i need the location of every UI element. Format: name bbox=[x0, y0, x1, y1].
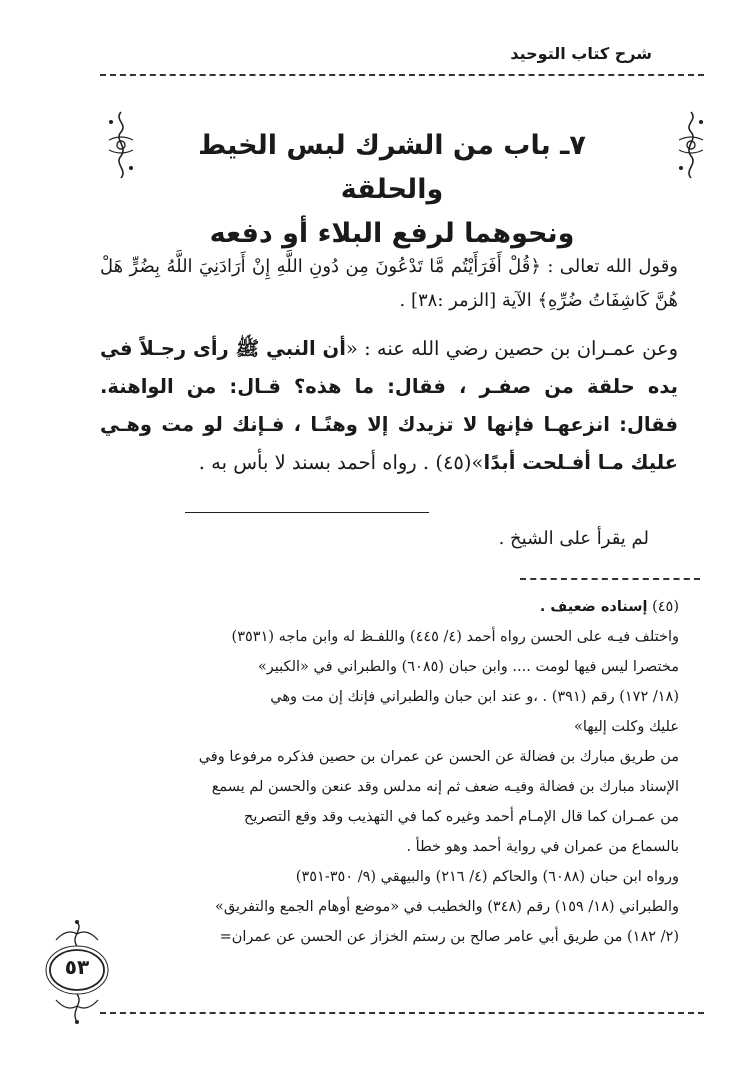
left-ornament-icon bbox=[104, 110, 138, 180]
footnote-heading bbox=[104, 592, 679, 622]
footnote-line: واختلف فيـه على الحسن رواه أحمد (٤/ ٤٤٥) واللفـظ له وابن ماجه (٣٥٣١) bbox=[231, 629, 679, 645]
page-number: ٥٣ bbox=[64, 955, 90, 979]
running-header: شرح كتاب التوحيد bbox=[510, 44, 652, 63]
footnote-line: من طريق مبارك بن فضالة عن الحسن عن عمران بن حصين فذكره مرفوعا وفي bbox=[198, 749, 679, 765]
right-ornament-icon bbox=[674, 110, 708, 180]
note-separator bbox=[185, 512, 429, 513]
footnotes-section bbox=[104, 592, 679, 952]
footnote-grade: إسناده ضعيف . bbox=[539, 599, 648, 615]
chapter-title-line1: ٧ـ باب من الشرك لبس الخيط والحلقة bbox=[198, 130, 586, 205]
footnote-line: والطبراني (١٨/ ١٥٩) رقم (٣٤٨) والخطيب في «موضع أوهام الجمع والتفريق» bbox=[214, 899, 679, 915]
footnote-line: الإسناد مبارك بن فضالة وفيـه ضعف ثم إنه مدلس وقد عنعن والحسن لم يسمع bbox=[211, 779, 679, 795]
footer-divider bbox=[100, 1012, 704, 1014]
footnote-ref: »(٤٥) bbox=[435, 451, 484, 474]
footnote-line: ورواه ابن حبان (٦٠٨٨) والحاكم (٤/ ٢١٦) والبيهقي (٩/ ٣٥٠-٣٥١) bbox=[295, 869, 679, 885]
hadith-source: . رواه أحمد بسند لا بأس به . bbox=[198, 451, 430, 474]
footnote-line: (٢/ ١٨٢) من طريق أبي عامر صالح بن رستم الخزاز عن الحسن عن عمران= bbox=[219, 929, 679, 945]
reading-note: لم يقرأ على الشيخ . bbox=[498, 528, 649, 549]
chapter-title bbox=[150, 124, 634, 256]
chapter-title-line2: ونحوهما لرفع البلاء أو دفعه bbox=[209, 218, 575, 249]
footnote-separator bbox=[520, 578, 700, 580]
hadith-text: أن النبي ﷺ رأى رجـلاً في يده حلقة من صفـر ، فقال: ما هذه؟ قـال: من الواهنة. فقال: انزعهـا فإنها لا تزيدك إلا وهنًـا ، فـإنك لو مت وهـي عليك مـا أفـلحت أبدًا bbox=[100, 337, 678, 474]
header-divider bbox=[100, 74, 704, 76]
hadith-paragraph bbox=[100, 330, 678, 482]
footnote-line: بالسماع من عمران في رواية أحمد وهو خطأ . bbox=[406, 839, 679, 855]
footnote-line: عليك وكلت إليها» bbox=[573, 719, 679, 735]
footnote-number: (٤٥) bbox=[652, 599, 679, 615]
hadith-intro: وعن عمـران بن حصين رضي الله عنه : « bbox=[345, 337, 678, 360]
footnote-line: (١٨/ ١٧٢) رقم (٣٩١) . ،و عند ابن حبان والطبراني فإنك إن مت وهي bbox=[270, 689, 679, 705]
quran-citation-paragraph: وقول الله تعالى : ﴿قُلْ أَفَرَأَيْتُم مَّا تَدْعُونَ مِن دُونِ اللَّهِ إِنْ أَرَادَنِيَ اللَّهُ بِضُرٍّ هَلْ هُنَّ كَاشِفَاتُ ضُرِّهِ﴾ الآية [الزمر :٣٨] . bbox=[100, 256, 678, 311]
footnote-line: مختصرا ليس فيها لومت .... وابن حبان (٦٠٨٥) والطبراني في «الكبير» bbox=[257, 659, 679, 675]
footnote-line: من عمـران كما قال الإمـام أحمد وغيره كما في التهذيب وقد وقع التصريح bbox=[243, 809, 679, 825]
